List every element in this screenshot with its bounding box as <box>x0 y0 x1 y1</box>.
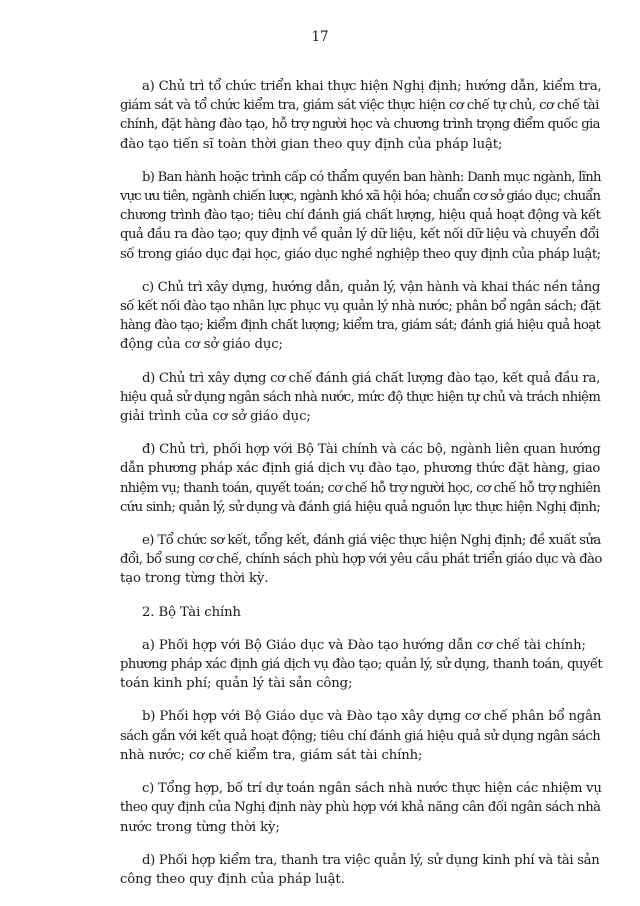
paragraph-line: d) Phối hợp kiểm tra, thanh tra việc quản lý, sử dụng kinh phí và tài sản <box>142 852 600 868</box>
paragraph-e <box>120 531 602 589</box>
paragraph-line: hiệu quả sử dụng ngân sách nhà nước, mức độ thực hiện tự chủ và trách nhiệm <box>120 389 601 405</box>
paragraph-c <box>120 779 602 837</box>
paragraph-c <box>120 278 602 355</box>
paragraph-b <box>120 168 602 264</box>
paragraph-line: chương trình đào tạo; tiêu chí đánh giá chất lượng, hiệu quả hoạt động và kết <box>120 208 601 224</box>
paragraph-line: giám sát và tổ chức kiểm tra, giám sát việc thực hiện cơ chế tự chủ, cơ chế tài <box>120 98 599 114</box>
section-heading: 2. Bộ Tài chính <box>142 604 241 620</box>
paragraph-line: hàng đào tạo; kiểm định chất lượng; kiểm tra, giám sát; đánh giá hiệu quả hoạt <box>120 318 601 334</box>
paragraph-line: e) Tổ chức sơ kết, tổng kết, đánh giá việc thực hiện Nghị định; đề xuất sửa <box>142 533 601 549</box>
paragraph-line: số kết nối đào tạo nhân lực phục vụ quản lý nhà nước; phân bổ ngân sách; đặt <box>120 299 601 315</box>
ministry-finance-duties <box>120 636 602 889</box>
paragraph-d <box>120 369 602 427</box>
ministry-education-duties <box>120 77 602 589</box>
paragraph-line: dẫn phương pháp xác định giá dịch vụ đào tạo, phương thức đặt hàng, giao <box>120 461 601 477</box>
paragraph-d <box>120 851 602 889</box>
paragraph-line: sách gắn với kết quả hoạt động; tiêu chí đánh giá hiệu quả sử dụng ngân sách <box>120 728 601 744</box>
paragraph-dd <box>120 440 602 517</box>
paragraph-line: tạo trong từng thời kỳ. <box>120 571 269 587</box>
paragraph-line: chính, đặt hàng đào tạo, hỗ trợ người học và chương trình trọng điểm quốc gia <box>120 117 600 133</box>
document-body <box>120 77 602 889</box>
paragraph-line: động của cơ sở giáo dục; <box>120 337 283 353</box>
paragraph-line: vực ưu tiên, ngành chiến lược, ngành khó xã hội hóa; chuẩn cơ sở giáo dục; chuẩn <box>120 189 601 205</box>
paragraph-line: theo quy định của Nghị định này phù hợp với khả năng cân đối ngân sách nhà <box>120 800 601 816</box>
paragraph-b <box>120 707 602 765</box>
paragraph-line: a) Phối hợp với Bộ Giáo dục và Đào tạo hướng dẫn cơ chế tài chính; <box>142 637 586 653</box>
paragraph-line: b) Ban hành hoặc trình cấp có thẩm quyền ban hành: Danh mục ngành, lĩnh <box>142 169 601 185</box>
paragraph-line: nhiệm vụ; thanh toán, quyết toán; cơ chế hỗ trợ người học, cơ chế hỗ trợ nghiên <box>120 480 601 496</box>
paragraph-line: giải trình của cơ sở giáo dục; <box>120 409 311 425</box>
page-number: 17 <box>311 29 329 45</box>
paragraph-line: phương pháp xác định giá dịch vụ đào tạo; quản lý, sử dụng, thanh toán, quyết <box>120 657 603 673</box>
paragraph-line: nước trong từng thời kỳ; <box>120 819 280 835</box>
paragraph-line: nhà nước; cơ chế kiểm tra, giám sát tài chính; <box>120 747 423 763</box>
paragraph-line: c) Tổng hợp, bố trí dự toán ngân sách nhà nước thực hiện các nhiệm vụ <box>142 781 602 797</box>
paragraph-line: công theo quy định của pháp luật. <box>120 871 345 887</box>
paragraph-line: đổi, bổ sung cơ chế, chính sách phù hợp với yêu cầu phát triển giáo dục và đào <box>120 552 602 568</box>
paragraph-line: số trong giáo dục đại học, giáo dục nghề nghiệp theo quy định của pháp luật; <box>120 246 601 262</box>
paragraph-line: toán kinh phí; quản lý tài sản công; <box>120 676 353 692</box>
paragraph-line: b) Phối hợp với Bộ Giáo dục và Đào tạo xây dựng cơ chế phân bổ ngân <box>142 709 602 725</box>
paragraph-line: d) Chủ trì xây dựng cơ chế đánh giá chất lượng đào tạo, kết quả đầu ra, <box>142 370 600 386</box>
paragraph-line: a) Chủ trì tổ chức triển khai thực hiện Nghị định; hướng dẫn, kiểm tra, <box>142 79 602 94</box>
paragraph-line: c) Chủ trì xây dựng, hướng dẫn, quản lý, vận hành và khai thác nền tảng <box>142 279 600 295</box>
paragraph-line: quả đầu ra đào tạo; quy định về quản lý dữ liệu, kết nối dữ liệu và chuyển đổi <box>120 227 599 243</box>
paragraph-a <box>120 77 602 154</box>
paragraph-a <box>120 636 602 694</box>
paragraph-line: đ) Chủ trì, phối hợp với Bộ Tài chính và các bộ, ngành liên quan hướng <box>142 442 601 458</box>
paragraph-line: cứu sinh; quản lý, sử dụng và đánh giá hiệu quả nguồn lực thực hiện Nghị định; <box>120 499 601 515</box>
paragraph-line: đào tạo tiến sĩ toàn thời gian theo quy định của pháp luật; <box>120 136 503 152</box>
